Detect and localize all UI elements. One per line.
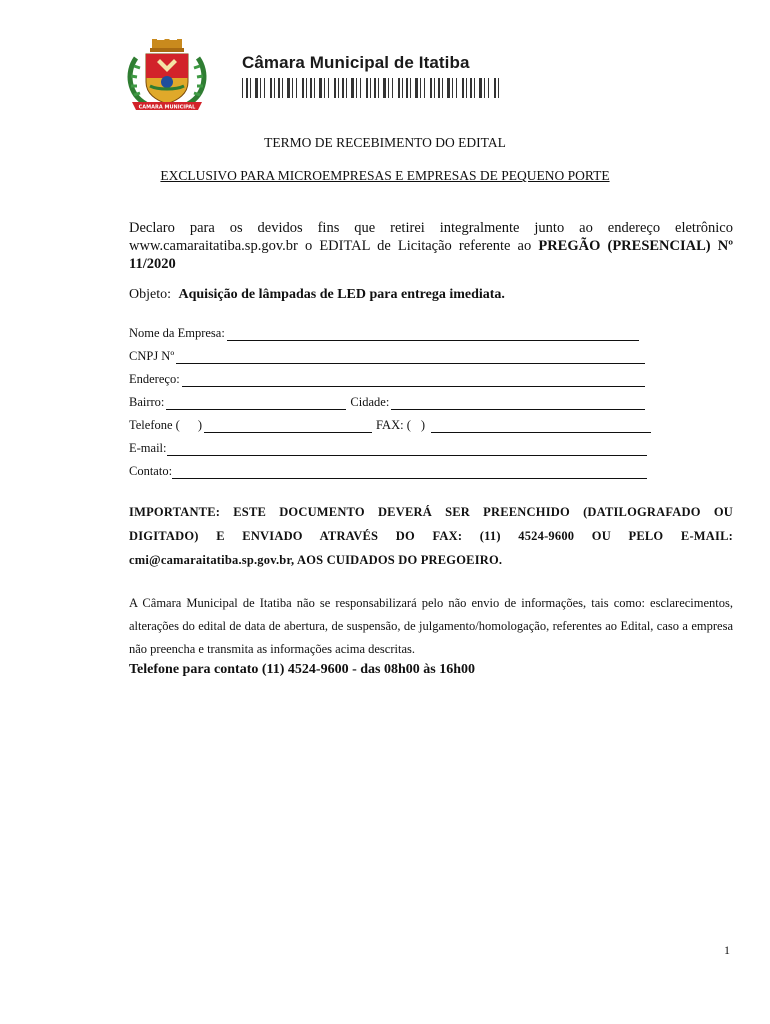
barcode-bar — [447, 78, 450, 98]
barcode-bar — [438, 78, 440, 98]
barcode-bar — [430, 78, 432, 98]
barcode-bar — [452, 78, 453, 98]
objeto-value: Aquisição de lâmpadas de LED para entrega imediata. — [178, 287, 505, 302]
barcode-bar — [456, 78, 457, 98]
form-row-endereco — [129, 364, 659, 387]
barcode-bar — [356, 78, 357, 98]
telefone-field[interactable] — [204, 419, 372, 433]
cidade-label: Cidade: — [350, 395, 390, 409]
objeto-line — [129, 287, 505, 303]
barcode-bar — [494, 78, 496, 98]
disclaimer-paragraph: A Câmara Municipal de Itatiba não se responsabilizará pelo não envio de informações, tais como: esclarecimentos, alterações do edital de data de abertura, de suspensão, de julgamento/homologação, referentes ao Edital, caso a empresa não preencha e transmita as informações acima descritas. — [129, 596, 733, 656]
barcode-bar — [366, 78, 368, 98]
barcode-bar — [278, 78, 280, 98]
declaration-paragraph — [129, 219, 733, 273]
empresa-field[interactable] — [227, 327, 639, 341]
barcode-bar — [434, 78, 435, 98]
barcode-bar — [470, 78, 472, 98]
barcode-bar — [302, 78, 304, 98]
barcode-bar — [442, 78, 443, 98]
barcode-bar — [420, 78, 421, 98]
barcode-bar — [484, 78, 485, 98]
crest-motto: CAMARA MUNICIPAL — [138, 104, 196, 111]
barcode-bar — [374, 78, 376, 98]
barcode-bar — [388, 78, 389, 98]
barcode-bar — [479, 78, 482, 98]
barcode-bar — [488, 78, 489, 98]
barcode-bar — [292, 78, 293, 98]
barcode-bar — [378, 78, 379, 98]
cnpj-field[interactable] — [176, 350, 645, 364]
municipal-crest-logo — [122, 38, 212, 114]
organization-name: Câmara Municipal de Itatiba — [242, 53, 470, 72]
form-row-telefone-fax — [129, 410, 659, 433]
barcode-bar — [466, 78, 467, 98]
contato-label: Contato: — [129, 464, 173, 478]
fax-field[interactable] — [431, 419, 651, 433]
page-number: 1 — [724, 943, 730, 957]
declaration-bold-ref: PREGÃO (PRESENCIAL) Nº 11/2020 — [129, 238, 733, 272]
barcode-bar — [474, 78, 475, 98]
barcode-bar — [398, 78, 400, 98]
barcode-bar — [351, 78, 354, 98]
barcode-ornament — [242, 78, 502, 98]
barcode-bar — [296, 78, 297, 98]
endereco-field[interactable] — [182, 373, 645, 387]
barcode-bar — [260, 78, 261, 98]
empresa-label: Nome da Empresa: — [129, 326, 225, 340]
barcode-bar — [410, 78, 411, 98]
bairro-label: Bairro: — [129, 395, 165, 409]
important-notice: IMPORTANTE: ESTE DOCUMENTO DEVERÁ SER PREENCHIDO (DATILOGRAFADO OU DIGITADO) E ENVIADO ATRAVÉS DO FAX: (11) 4524-9600 OU PELO E-MAIL: cmi@camaraitatiba.sp.gov.br, AOS CUIDADOS DO PREGOEIRO. — [129, 505, 733, 567]
form-row-cnpj — [129, 341, 659, 364]
barcode-bar — [282, 78, 283, 98]
barcode-bar — [270, 78, 272, 98]
form-row-contato — [129, 456, 659, 479]
barcode-bar — [246, 78, 248, 98]
declaration-text: Declaro para os devidos fins que retirei integralmente junto ao endereço eletrônico www.camaraitatiba.sp.gov.br o EDITAL de Licitação referente ao — [129, 220, 733, 254]
email-field[interactable] — [167, 442, 648, 456]
letterhead — [122, 38, 682, 118]
barcode-bar — [314, 78, 315, 98]
cnpj-label: CNPJ Nº — [129, 349, 175, 363]
barcode-bar — [415, 78, 418, 98]
barcode-bar — [287, 78, 290, 98]
barcode-bar — [346, 78, 347, 98]
fax-label: FAX: ( — [376, 418, 411, 432]
telefone-paren-close: ) — [197, 418, 203, 432]
barcode-bar — [370, 78, 371, 98]
barcode-bar — [424, 78, 425, 98]
barcode-bar — [306, 78, 307, 98]
barcode-bar — [383, 78, 386, 98]
barcode-bar — [264, 78, 265, 98]
form-row-email — [129, 433, 659, 456]
objeto-label: Objeto: — [129, 287, 171, 302]
barcode-bar — [334, 78, 336, 98]
barcode-bar — [310, 78, 312, 98]
contato-field[interactable] — [172, 465, 647, 479]
telefone-label: Telefone ( — [129, 418, 180, 432]
bairro-field[interactable] — [166, 396, 346, 410]
barcode-bar — [319, 78, 322, 98]
barcode-bar — [324, 78, 325, 98]
document-subtitle: EXCLUSIVO PARA MICROEMPRESAS E EMPRESAS DE PEQUENO PORTE — [160, 168, 610, 183]
endereco-label: Endereço: — [129, 372, 180, 386]
form-row-empresa — [129, 318, 659, 341]
barcode-bar — [406, 78, 408, 98]
barcode-bar — [402, 78, 403, 98]
barcode-bar — [338, 78, 339, 98]
barcode-bar — [242, 78, 243, 98]
document-title: TERMO DE RECEBIMENTO DO EDITAL — [264, 135, 506, 150]
cidade-field[interactable] — [391, 396, 645, 410]
contact-phone-line: Telefone para contato (11) 4524-9600 - das 08h00 às 16h00 — [129, 662, 475, 677]
barcode-bar — [462, 78, 464, 98]
barcode-bar — [392, 78, 393, 98]
barcode-bar — [328, 78, 329, 98]
company-form — [129, 318, 659, 479]
barcode-bar — [274, 78, 275, 98]
barcode-bar — [498, 78, 499, 98]
barcode-bar — [342, 78, 344, 98]
fax-paren-close: ) — [420, 418, 426, 432]
form-row-bairro-cidade — [129, 387, 659, 410]
barcode-bar — [360, 78, 361, 98]
barcode-bar — [250, 78, 251, 98]
barcode-bar — [255, 78, 258, 98]
email-label: E-mail: — [129, 441, 167, 455]
